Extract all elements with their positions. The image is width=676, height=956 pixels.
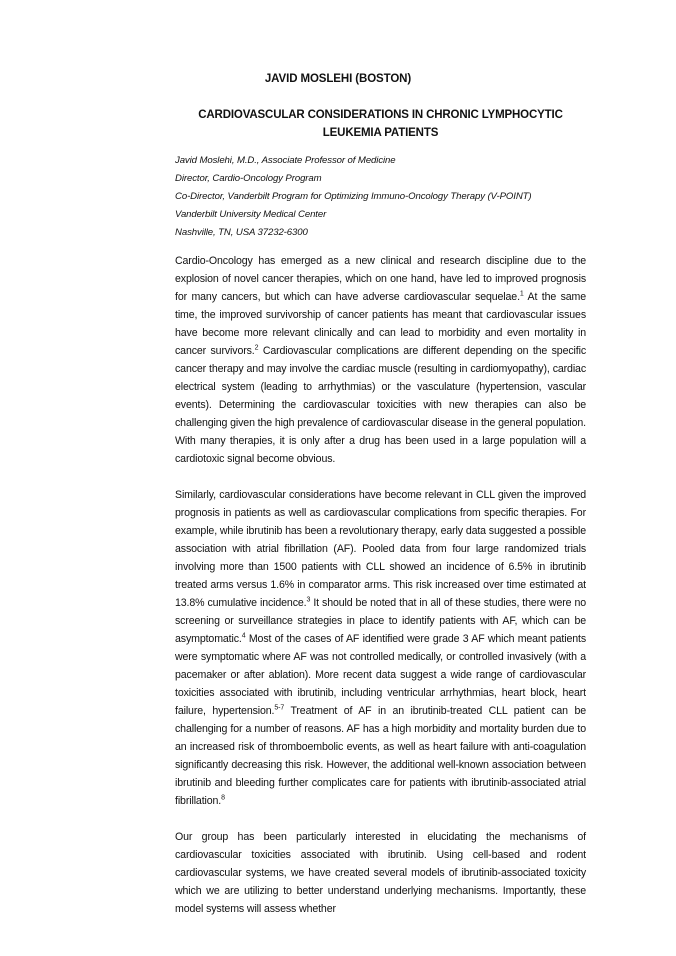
affiliation-line-address: Nashville, TN, USA 37232-6300 xyxy=(175,227,308,238)
citation-superscript: 4 xyxy=(241,632,246,640)
document-title: CARDIOVASCULAR CONSIDERATIONS IN CHRONIC LYMPHOCYTIC LEUKEMIA PATIENTS xyxy=(198,109,563,139)
paragraph-text xyxy=(175,828,586,918)
affiliation-line-director: Director, Cardio-Oncology Program xyxy=(175,173,322,184)
citation-superscript: 2 xyxy=(254,344,259,352)
text-run: Similarly, cardiovascular considerations have become relevant in CLL given the improved prognosis in patients as well as cardiovascular complications from specific therapies. For example, while ibrutinib has been a revolutionary therapy, early data suggested a possible association with atrial fibrillation (AF). Pooled data from four large randomized trials involving more than 1500 patients with CLL showed an incidence of 6.5% in ibrutinib treated arms versus 1.6% in comparator arms. This risk increased over time estimated at 13.8% cumulative incidence. xyxy=(175,489,586,609)
author-affiliation xyxy=(175,152,605,242)
citation-superscript: 1 xyxy=(519,290,524,298)
body-paragraph-1 xyxy=(175,252,586,468)
affiliation-line-name: Javid Moslehi, M.D., Associate Professor of Medicine xyxy=(175,155,396,166)
text-run: It should be noted that in all of these studies, there were no screening or surveillance strategies in place to identify patients with AF, which can be asymptomatic. xyxy=(175,597,586,645)
text-run: Most of the cases of AF identified were grade 3 AF which meant patients were symptomatic where AF was not controlled medically, or controlled invasively (with a pacemaker or after ablation). More recent data suggest a wide range of cardiovascular toxicities associated with ibrutinib, including ventricular arrhythmias, heart block, heart failure, hypertension. xyxy=(175,633,586,717)
text-run: Cardiovascular complications are different depending on the specific cancer therapy and may involve the cardiac muscle (resulting in cardiomyopathy), cardiac electrical system (leading to arrhythmias) or the vasculature (hypertension, vascular events). Determining the cardiovascular toxicities with new therapies can also be challenging given the high prevalence of cardiovascular disease in the general population. With many therapies, it is only after a drug has been used in a large population will a cardiotoxic signal become obvious. xyxy=(175,345,586,465)
text-run: At the same time, the improved survivorship of cancer patients has meant that cardiovascular issues have become more relevant clinically and can lead to morbidity and even mortality in cancer survivors. xyxy=(175,291,586,357)
text-run: Our group has been particularly interested in elucidating the mechanisms of cardiovascular toxicities associated with ibrutinib. Using cell-based and rodent cardiovascular systems, we have created several models of ibrutinib-associated toxicity which we are utilizing to better understand underlying mechanisms. Importantly, these model systems will assess whether xyxy=(175,831,586,915)
citation-superscript: 8 xyxy=(221,794,225,802)
speaker-heading: JAVID MOSLEHI (BOSTON) xyxy=(264,73,412,85)
citation-superscript: 5-7 xyxy=(274,704,285,712)
body-paragraph-2 xyxy=(175,486,586,810)
text-run: Cardio-Oncology has emerged as a new clinical and research discipline due to the explosion of novel cancer therapies, which on one hand, have led to improved prognosis for many cancers, but which can have adverse cardiovascular sequelae. xyxy=(175,255,586,303)
paragraph-text xyxy=(175,486,586,810)
citation-superscript: 3 xyxy=(306,596,311,604)
affiliation-line-institution: Vanderbilt University Medical Center xyxy=(175,209,327,220)
paragraph-text xyxy=(175,252,586,468)
text-run: Treatment of AF in an ibrutinib-treated CLL patient can be challenging for a number of reasons. AF has a high morbidity and mortality burden due to an increased risk of thromboembolic events, as well as heart failure with anti-coagulation significantly decreasing this risk. However, the additional well-known association between ibrutinib and bleeding further complicates care for patients with ibrutinib-associated atrial fibrillation. xyxy=(175,705,586,807)
affiliation-line-codirector: Co-Director, Vanderbilt Program for Optimizing Immuno-Oncology Therapy (V-POINT) xyxy=(175,191,532,202)
body-paragraph-3 xyxy=(175,828,586,918)
